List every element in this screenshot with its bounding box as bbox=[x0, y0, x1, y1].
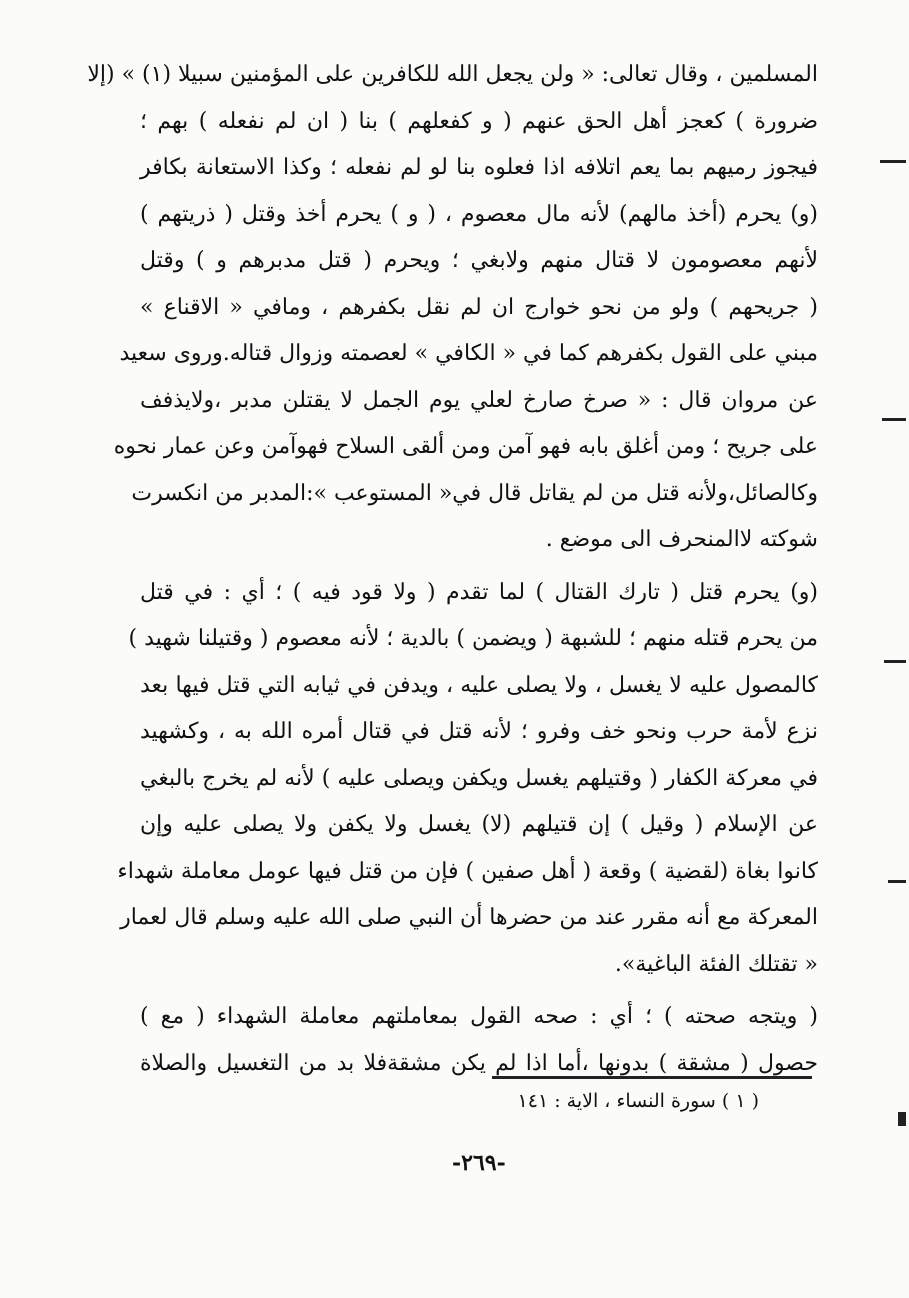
margin-tick-mark bbox=[882, 418, 906, 421]
text-line: نزع لأمة حرب ونحو خف وفرو ؛ لأنه قتل في قتال أمره الله به ، وكشهيد bbox=[140, 719, 818, 744]
text-line: من يحرم قتله منهم ؛ للشبهة ( ويضمن ) بالدية ؛ لأنه معصوم ( وقتيلنا شهيد ) bbox=[128, 626, 818, 651]
footnote: ( ١ ) سورة النساء ، الاية : ١٤١ bbox=[517, 1090, 759, 1112]
text-line: فيجوز رميهم بما يعم اتلافه اذا فعلوه بنا لو لم نفعله ؛ وكذا الاستعانة بكافر bbox=[140, 155, 818, 180]
text-line: وكالصائل،ولأنه قتل من لم يقاتل قال في« المستوعب »:المدبر من انكسرت bbox=[131, 480, 818, 506]
margin-tick-mark bbox=[880, 160, 906, 163]
text-line: (و) يحرم قتل ( تارك القتال ) لما تقدم ( ولا قود فيه ) ؛ أي : في قتل bbox=[140, 579, 818, 605]
paragraph-2 bbox=[117, 570, 818, 989]
margin-tick-mark bbox=[898, 1112, 906, 1126]
text-line: عن الإسلام ( وقيل ) إن قتيلهم (لا) يغسل ولا يكفن ولا يصلى عليه وإن bbox=[140, 812, 818, 837]
paragraph-1 bbox=[87, 52, 818, 564]
text-line: مبني على القول بكفرهم كما في « الكافي » لعصمته وزوال قتاله.وروى سعيد bbox=[119, 341, 818, 366]
text-line: « تقتلك الفئة الباغية». bbox=[614, 951, 818, 977]
text-line: لأنهم معصومون لا قتال منهم ولابغي ؛ ويحرم ( قتل مدبرهم و ) وقتل bbox=[140, 248, 818, 273]
text-line: عن مروان قال : « صرخ صارخ لعلي يوم الجمل لا يقتلن مدبر ،ولايذفف bbox=[140, 387, 818, 413]
text-line: المعركة مع أنه مقرر عند من حضرها أن النبي صلى الله عليه وسلم قال لعمار bbox=[120, 905, 818, 930]
margin-tick-mark bbox=[888, 880, 906, 883]
margin-tick-mark bbox=[884, 660, 906, 663]
text-line: كالمصول عليه لا يغسل ، ولا يصلى عليه ، ويدفن في ثيابه التي قتل فيها بعد bbox=[140, 672, 818, 698]
text-line: المسلمين ، وقال تعالى: « ولن يجعل الله للكافرين على المؤمنين سبيلا (١) » (إلا bbox=[87, 62, 818, 87]
page-number: -٢٦٩- bbox=[452, 1150, 506, 1176]
text-line: على جريح ؛ ومن أغلق بابه فهو آمن ومن ألقى السلاح فهوآمن وعن عمار نحوه bbox=[113, 434, 818, 459]
paragraph-3 bbox=[140, 994, 818, 1087]
text-line: في معركة الكفار ( وقتيلهم يغسل ويكفن ويصلى عليه ) لأنه لم يخرج بالبغي bbox=[140, 765, 818, 791]
footnote-divider bbox=[492, 1076, 812, 1079]
text-line: كانوا بغاة (لقضية ) وقعة ( أهل صفين ) فإن من قتل فيها عومل معاملة شهداء bbox=[117, 858, 818, 884]
text-line: ( جريحهم ) ولو من نحو خوارج ان لم نقل بكفرهم ، ومافي « الاقناع » bbox=[140, 294, 818, 320]
text-line: ( ويتجه صحته ) ؛ أي : صحه القول بمعاملتهم معاملة الشهداء ( مع ) bbox=[140, 1004, 818, 1029]
text-line: (و) يحرم (أخذ مالهم) لأنه مال معصوم ، ( و ) يحرم أخذ وقتل ( ذريتهم ) bbox=[140, 201, 818, 227]
text-line: حصول ( مشقة ) بدونها ،أما اذا لم يكن مشقةفلا بد من التغسيل والصلاة bbox=[140, 1050, 818, 1076]
main-text bbox=[87, 52, 818, 1087]
text-line: شوكته لاالمنحرف الى موضع . bbox=[545, 527, 818, 552]
text-line: ضرورة ) كعجز أهل الحق عنهم ( و كفعلهم ) بنا ( ان لم نفعله ) بهم ؛ bbox=[140, 108, 818, 134]
